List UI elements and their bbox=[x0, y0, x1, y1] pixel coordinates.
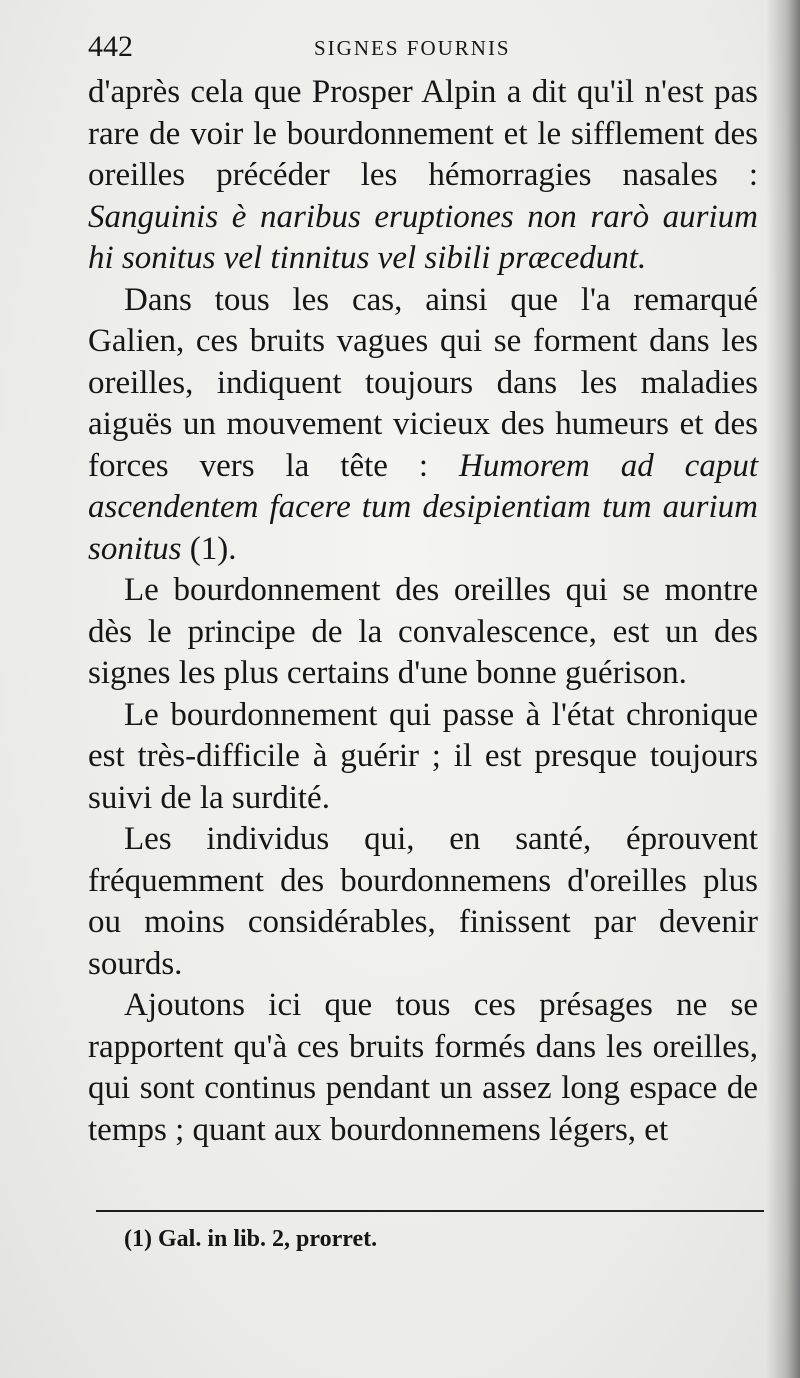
paragraph bbox=[88, 985, 758, 1151]
paragraph bbox=[88, 819, 758, 985]
footnote-reference: (1). bbox=[181, 530, 237, 567]
body-text bbox=[88, 72, 758, 1151]
paragraph bbox=[88, 280, 758, 571]
text-segment: d'après cela que Prosper Alpin a dit qu'il n'est pas rare de voir le bourdonnement et le sifflement des oreilles précéder les hémorragies nasales : bbox=[88, 74, 758, 193]
text-segment: Ajoutons ici que tous ces présages ne se rapportent qu'à ces bruits formés dans les oreilles, qui sont continus pendant un assez long espace de temps ; quant aux bourdonnemens légers, et bbox=[88, 987, 758, 1148]
paragraph bbox=[88, 695, 758, 820]
latin-quotation: Sanguinis è naribus eruptiones non rarò aurium hi sonitus vel tinnitus vel sibili præcedunt. bbox=[88, 198, 758, 276]
paragraph bbox=[88, 570, 758, 695]
text-segment: Le bourdonnement qui passe à l'état chronique est très-difficile à guérir ; il est presque toujours suivi de la surdité. bbox=[88, 696, 758, 816]
text-segment: Le bourdonnement des oreilles qui se montre dès le principe de la convalescence, est un des signes les plus certains d'une bonne guérison. bbox=[88, 572, 758, 691]
running-head bbox=[88, 26, 758, 66]
page-gutter-shadow bbox=[766, 0, 800, 1378]
paragraph bbox=[88, 72, 758, 280]
running-title: SIGNES FOURNIS bbox=[314, 36, 511, 60]
page-number: 442 bbox=[88, 30, 133, 63]
text-segment: Les individus qui, en santé, éprouvent fréquemment des bourdonnemens d'oreilles plus ou moins considérables, finissent par devenir sourds. bbox=[88, 821, 758, 982]
footnote-rule bbox=[96, 1210, 764, 1212]
latin-quotation: Humorem ad caput ascendentem facere tum desipientiam tum aurium sonitus bbox=[88, 447, 758, 567]
text-segment: Dans tous les cas, ainsi que l'a remarqué Galien, ces bruits vagues qui se forment dans les oreilles, indiquent toujours dans les maladies aiguës un mouvement vicieux des humeurs et des forces vers la tête : bbox=[88, 281, 758, 484]
footnote: (1) Gal. in lib. 2, prorret. bbox=[124, 1226, 378, 1252]
